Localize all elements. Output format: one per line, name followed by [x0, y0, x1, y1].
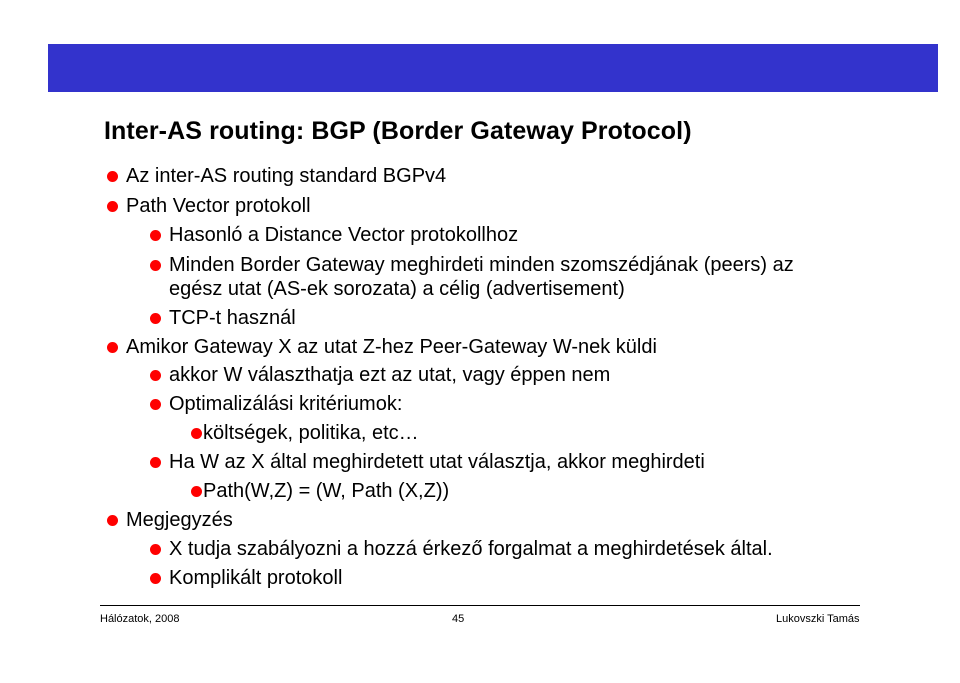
bullet-dot — [191, 428, 202, 439]
bullet-text: Path Vector protokoll — [126, 195, 311, 217]
bullet-text-continued: egész utat (AS-ek sorozata) a célig (advertisement) — [169, 278, 625, 300]
bullet-dot — [150, 313, 161, 324]
bullet-text: Amikor Gateway X az utat Z-hez Peer-Gateway W-nek küldi — [126, 336, 657, 358]
bullet-dot — [107, 171, 118, 182]
footer-left: Hálózatok, 2008 — [100, 613, 180, 625]
bullet-dot — [107, 515, 118, 526]
bullet-text: X tudja szabályozni a hozzá érkező forgalmat a meghirdetések által. — [169, 538, 773, 560]
bullet-dot — [191, 486, 202, 497]
header-bar — [48, 44, 938, 92]
bullet-text: Minden Border Gateway meghirdeti minden szomszédjának (peers) az — [169, 254, 794, 276]
footer-right: Lukovszki Tamás — [776, 613, 860, 625]
bullet-dot — [150, 260, 161, 271]
bullet-text: Ha W az X által meghirdetett utat választja, akkor meghirdeti — [169, 451, 705, 473]
footer-page-number: 45 — [452, 613, 465, 625]
bullet-text: Optimalizálási kritériumok: — [169, 393, 403, 415]
bullet-dot — [107, 201, 118, 212]
bullet-text: Hasonló a Distance Vector protokollhoz — [169, 224, 519, 246]
footer-divider — [100, 605, 860, 606]
bullet-text: Az inter-AS routing standard BGPv4 — [126, 165, 447, 187]
bullet-dot — [150, 370, 161, 381]
bullet-dot — [150, 573, 161, 584]
bullet-dot — [150, 230, 161, 241]
bullet-text: Megjegyzés — [126, 509, 233, 531]
bullet-text: TCP-t használ — [169, 307, 296, 329]
bullet-dot — [150, 457, 161, 468]
bullet-text: akkor W választhatja ezt az utat, vagy éppen nem — [169, 364, 611, 386]
bullet-text: költségek, politika, etc… — [203, 422, 419, 444]
bullet-dot — [150, 544, 161, 555]
bullet-text: Path(W,Z) = (W, Path (X,Z)) — [203, 480, 450, 502]
bullet-dot — [150, 399, 161, 410]
bullet-dot — [107, 342, 118, 353]
bullet-text: Komplikált protokoll — [169, 567, 343, 589]
slide-title: Inter-AS routing: BGP (Border Gateway Protocol) — [104, 117, 692, 145]
